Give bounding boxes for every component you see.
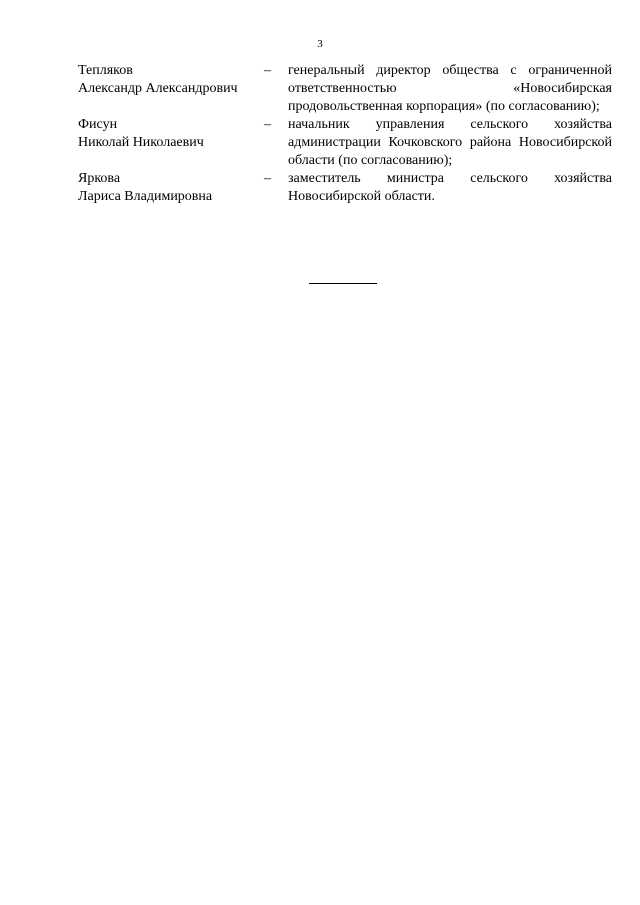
member-dash: – [264,117,271,132]
member-dash: – [264,171,271,186]
member-surname: Фисун [78,117,118,132]
end-separator-line [309,283,377,284]
member-list [78,62,612,206]
member-dash: – [264,63,271,78]
member-surname: Тепляков [78,63,133,78]
member-given-names: Николай Николаевич [78,135,204,150]
member-surname: Яркова [78,171,121,186]
member-role: начальник управления сельского хозяйства администрации Кочковского района Новосибирской области (по согласованию); [288,117,612,168]
member-entry [78,116,612,170]
member-name [78,170,264,206]
member-given-names: Александр Александрович [78,81,238,96]
member-given-names: Лариса Владимировна [78,189,213,204]
member-entry [78,62,612,116]
member-role: заместитель министра сельского хозяйства Новосибирской области. [288,171,612,204]
member-name [78,62,264,98]
page-number: 3 [317,38,323,50]
member-role: генеральный директор общества с ограниченной ответственностью «Новосибирская продовольственная корпорация» (по согласованию); [288,63,612,114]
member-entry [78,170,612,206]
member-name [78,116,264,152]
